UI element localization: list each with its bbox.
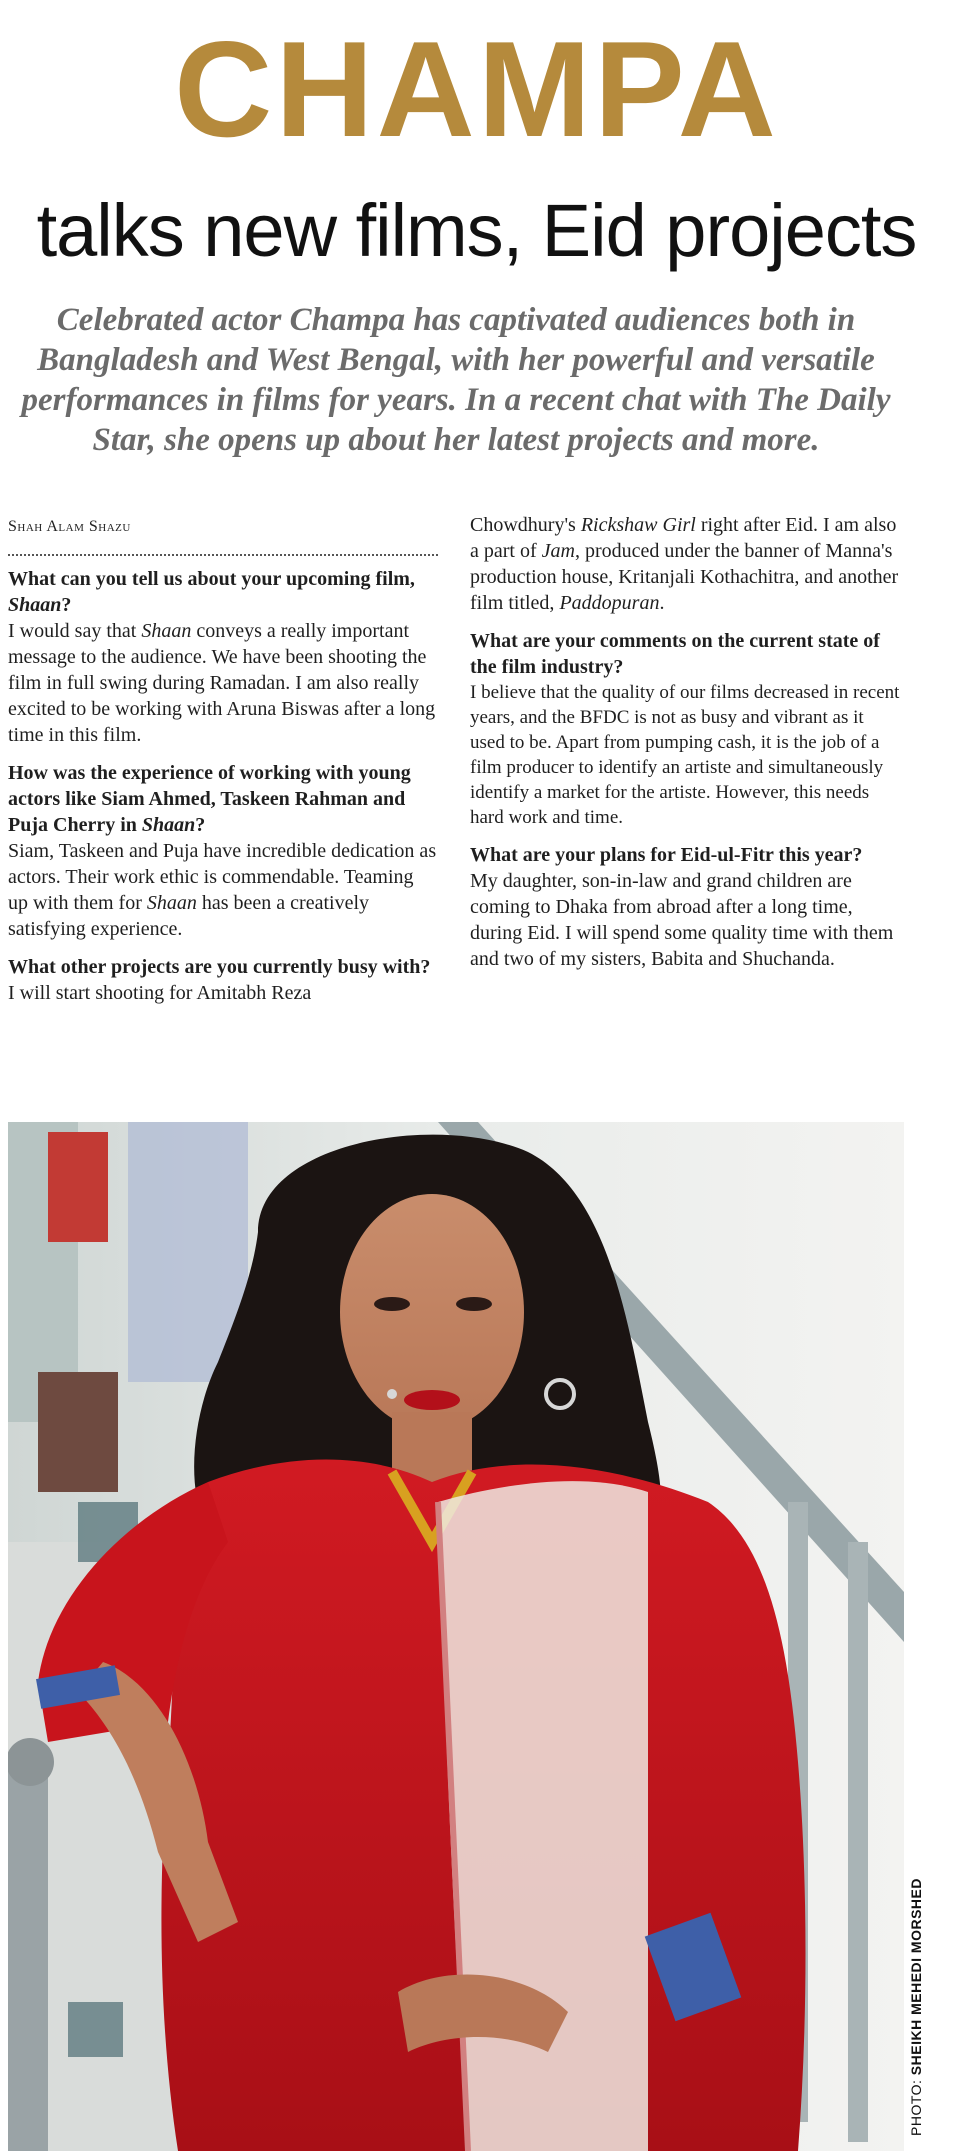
intro-standfirst: Celebrated actor Champa has captivated audiences both in Bangladesh and West Bengal, with her powerful and versatile performances in films for years. In a recent chat with The Daily Star, she opens up about her latest projects and more. — [21, 302, 891, 458]
photo-credit-label: PHOTO: — [908, 2079, 924, 2136]
portrait-photo — [8, 1122, 904, 2151]
question-2: How was the experience of working with young actors like Siam Ahmed, Taskeen Rahman and Puja Cherry in Shaan? — [8, 762, 411, 836]
question-3: What other projects are you currently busy with? — [8, 956, 431, 978]
byline-divider — [8, 554, 438, 556]
answer-3-part-2: Chowdhury's Rickshaw Girl right after Eid. I am also a part of Jam, produced under the banner of Manna's production house, Kritanjali Kothachitra, and another film titled, Paddopuran. — [470, 514, 899, 614]
article-column-left — [8, 566, 438, 1018]
answer-3-part-1: I will start shooting for Amitabh Reza — [8, 982, 312, 1004]
subheadline: talks new films, Eid projects — [36, 189, 917, 272]
byline: Shah Alam Shazu — [8, 518, 131, 535]
question-5: What are your plans for Eid-ul-Fitr this year? — [470, 844, 863, 866]
film-title: Shaan — [146, 892, 197, 914]
answer-4: I believe that the quality of our films decreased in recent years, and the BFDC is not as busy and vibrant as it used to be. Apart from pumping cash, it is the job of a film producer to identify an artiste and simultaneously identify a market for the artiste. However, this needs hard work and time. — [470, 682, 900, 828]
portrait-illustration — [8, 1122, 904, 2151]
photo-credit-name: SHEIKH MEHEDI MORSHED — [908, 1878, 924, 2076]
article-column-right — [470, 512, 900, 984]
question-1: What can you tell us about your upcoming film, Shaan? — [8, 568, 415, 616]
photo-credit — [908, 1786, 924, 2136]
answer-1: I would say that Shaan conveys a really important message to the audience. We have been shooting the film in full swing during Ramadan. I am also really excited to be working with Aruna Biswas after a long time in this film. — [8, 620, 436, 746]
headline: CHAMPA — [174, 13, 779, 165]
answer-2: Siam, Taskeen and Puja have incredible dedication as actors. Their work ethic is commendable. Teaming up with them for Shaan has been a creatively satisfying experience. — [8, 840, 437, 940]
question-4: What are your comments on the current state of the film industry? — [470, 630, 880, 678]
film-title: Shaan — [141, 620, 192, 642]
answer-5: My daughter, son-in-law and grand children are coming to Dhaka from abroad after a long time, during Eid. I will spend some quality time with them and two of my sisters, Babita and Shuchanda. — [470, 870, 894, 970]
